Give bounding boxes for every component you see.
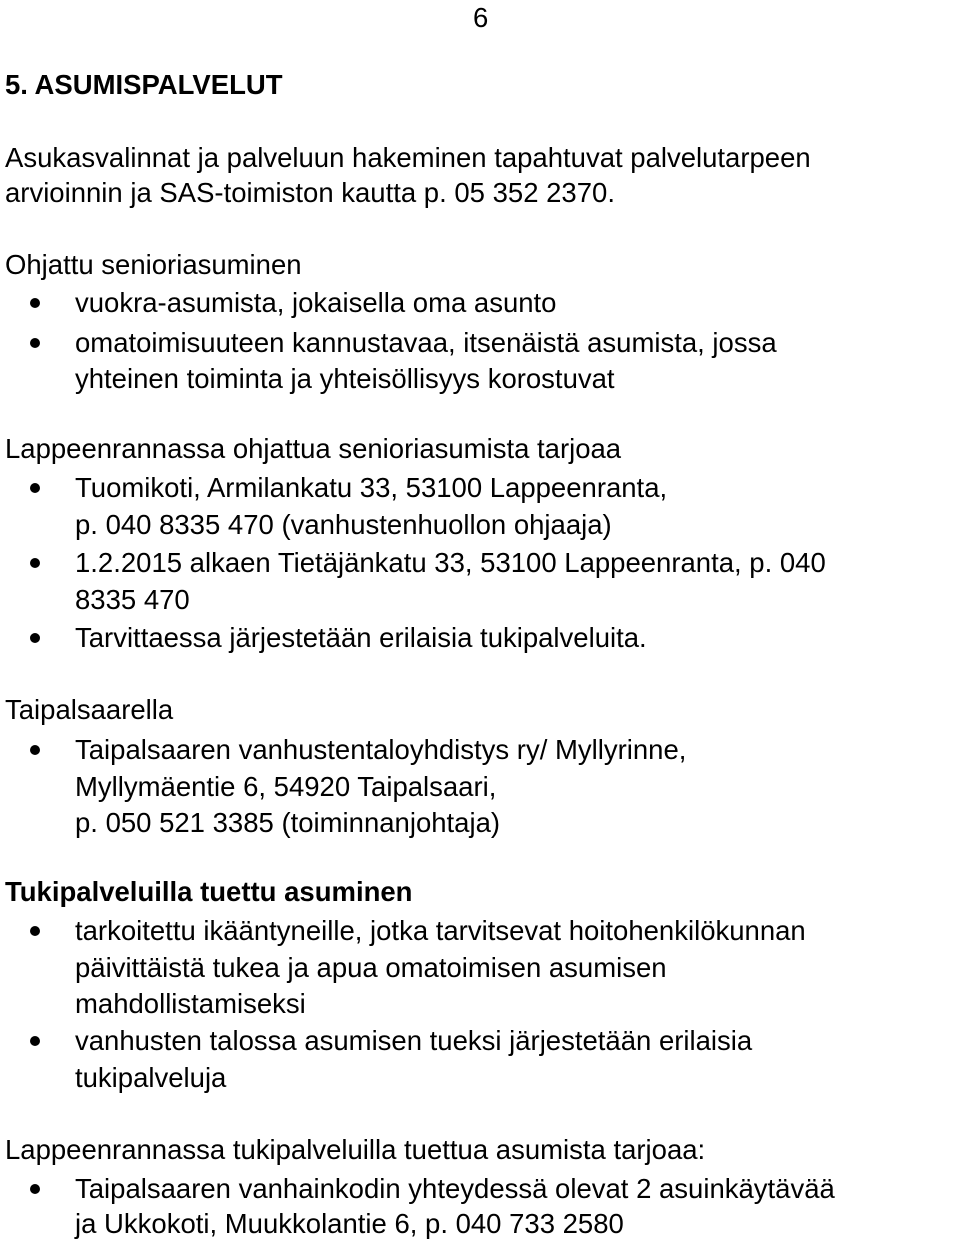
list-item-continuation: mahdollistamiseksi bbox=[75, 988, 306, 1019]
bullet-icon bbox=[30, 926, 40, 936]
bullet-icon bbox=[30, 1184, 40, 1194]
list-item: vuokra-asumista, jokaisella oma asunto bbox=[75, 287, 557, 318]
list-item: 1.2.2015 alkaen Tietäjänkatu 33, 53100 Lappeenranta, p. 040 bbox=[75, 547, 826, 578]
section-title: 5. ASUMISPALVELUT bbox=[5, 69, 283, 100]
bullet-icon bbox=[30, 558, 40, 568]
bullet-icon bbox=[30, 483, 40, 493]
list-item: Taipalsaaren vanhustentaloyhdistys ry/ Myllyrinne, bbox=[75, 734, 687, 765]
list-item-continuation: päivittäistä tukea ja apua omatoimisen asumisen bbox=[75, 952, 667, 983]
section-heading: Ohjattu senioriasuminen bbox=[5, 249, 302, 280]
bullet-icon bbox=[30, 745, 40, 755]
section-heading: Lappeenrannassa tukipalveluilla tuettua asumista tarjoaa: bbox=[5, 1134, 706, 1165]
intro-line: Asukasvalinnat ja palveluun hakeminen tapahtuvat palvelutarpeen bbox=[5, 142, 811, 173]
bullet-icon bbox=[30, 338, 40, 348]
intro-line: arvioinnin ja SAS-toimiston kautta p. 05 352 2370. bbox=[5, 177, 615, 208]
page-number: 6 bbox=[473, 2, 489, 33]
section-heading: Tukipalveluilla tuettu asuminen bbox=[5, 876, 413, 907]
bullet-icon bbox=[30, 298, 40, 308]
list-item-continuation: 8335 470 bbox=[75, 584, 190, 615]
list-item-continuation: ja Ukkokoti, Muukkolantie 6, p. 040 733 2580 bbox=[75, 1208, 624, 1239]
section-heading: Lappeenrannassa ohjattua senioriasumista tarjoaa bbox=[5, 433, 622, 464]
list-item-continuation: yhteinen toiminta ja yhteisöllisyys korostuvat bbox=[75, 363, 615, 394]
list-item: Tuomikoti, Armilankatu 33, 53100 Lappeenranta, bbox=[75, 472, 668, 503]
list-item-continuation: Myllymäentie 6, 54920 Taipalsaari, bbox=[75, 771, 497, 802]
list-item: vanhusten talossa asumisen tueksi järjestetään erilaisia bbox=[75, 1025, 753, 1056]
list-item: Tarvittaessa järjestetään erilaisia tukipalveluita. bbox=[75, 622, 647, 653]
section-heading: Taipalsaarella bbox=[5, 694, 174, 725]
list-item: tarkoitettu ikääntyneille, jotka tarvitsevat hoitohenkilökunnan bbox=[75, 915, 806, 946]
list-item: omatoimisuuteen kannustavaa, itsenäistä asumista, jossa bbox=[75, 327, 777, 358]
list-item-continuation: tukipalveluja bbox=[75, 1062, 227, 1093]
bullet-icon bbox=[30, 633, 40, 643]
list-item-continuation: p. 050 521 3385 (toiminnanjohtaja) bbox=[75, 807, 501, 838]
list-item: Taipalsaaren vanhainkodin yhteydessä olevat 2 asuinkäytävää bbox=[75, 1173, 835, 1204]
list-item-continuation: p. 040 8335 470 (vanhustenhuollon ohjaaja) bbox=[75, 509, 612, 540]
bullet-icon bbox=[30, 1036, 40, 1046]
